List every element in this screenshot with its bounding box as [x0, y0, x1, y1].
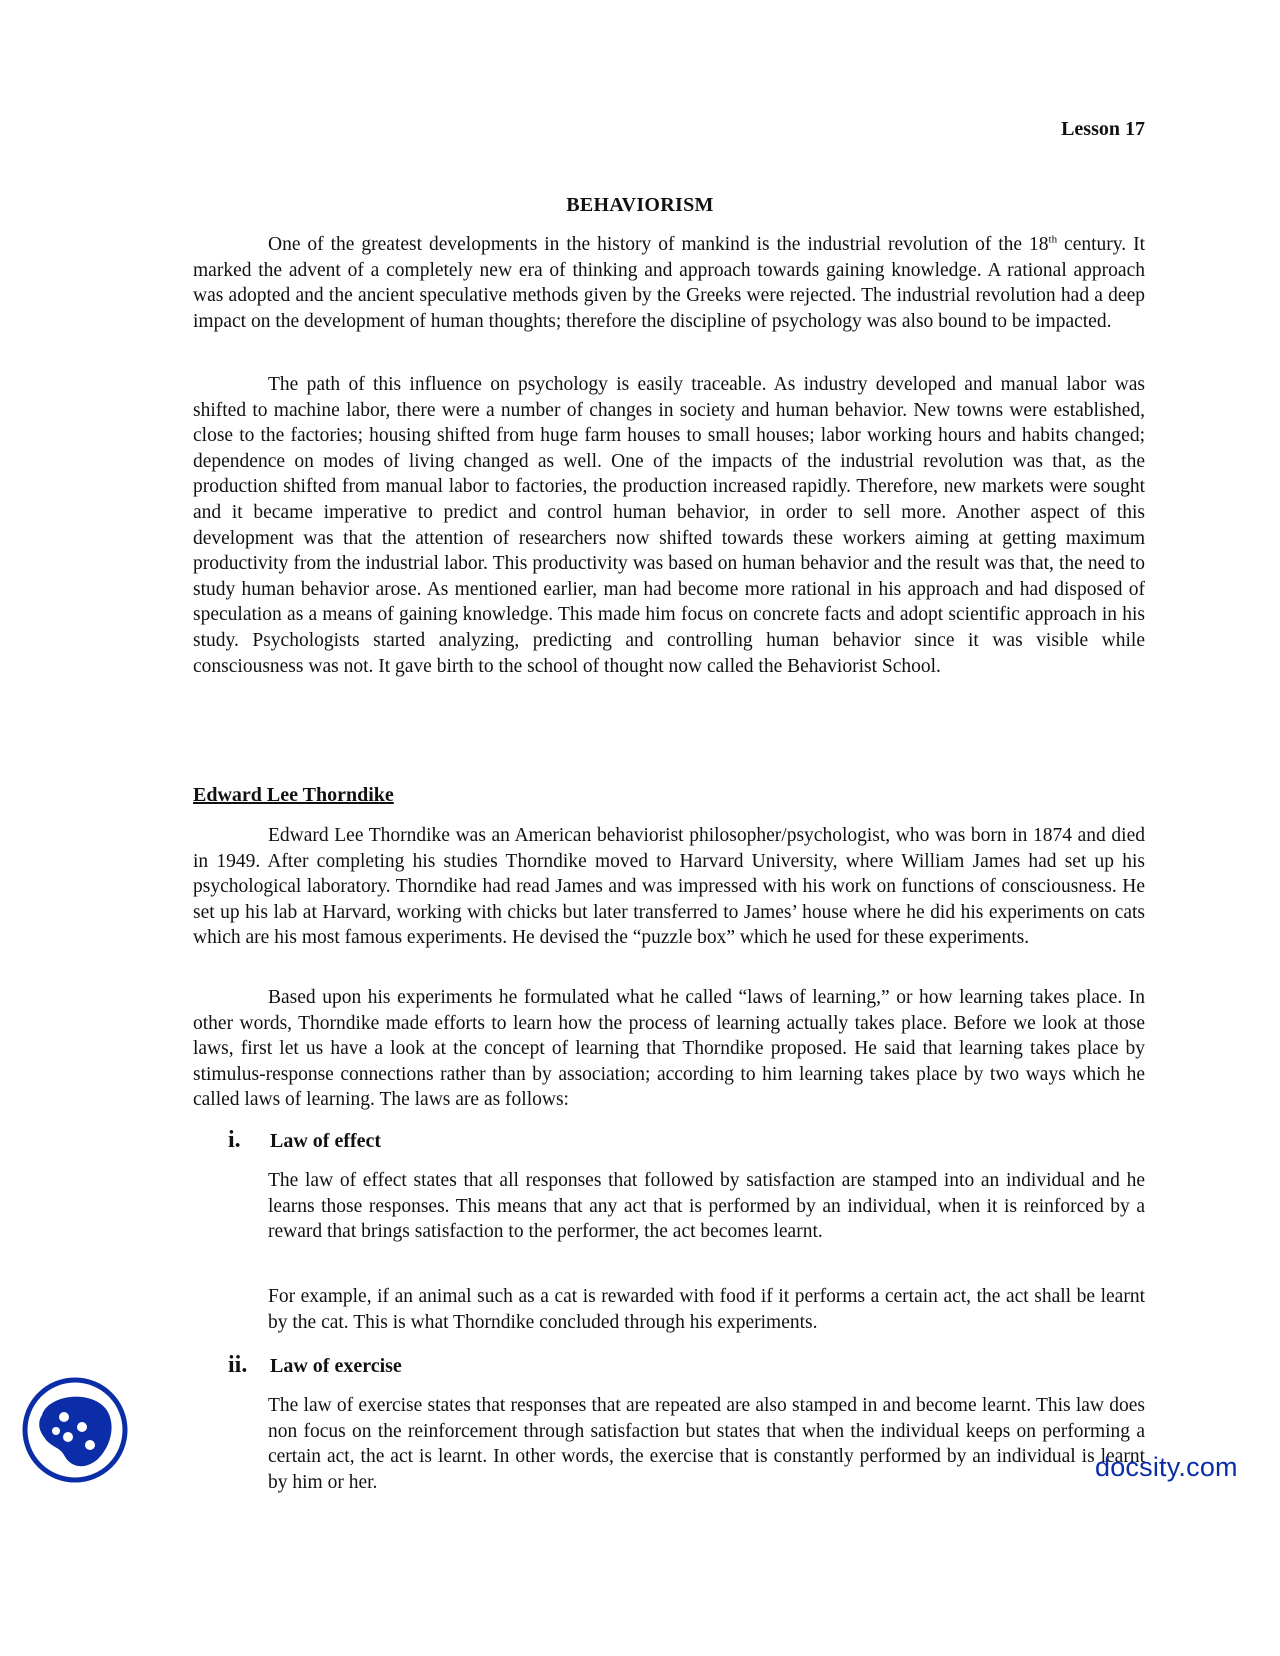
paragraph-laws-intro: Based upon his experiments he formulated what he called “laws of learning,” or how learning takes place. In other words, Thorndike made efforts to learn how the process of learning actually takes place. Before we look at those laws, first let us have a look at the concept of learning that Thorndike proposed. He said that learning takes place by stimulus-response connections rather than by association; according to him learning takes place by two ways which he called laws of learning. The laws are as follows: — [193, 987, 1145, 1111]
law-numeral: i. — [228, 1127, 241, 1153]
ordinal-suffix: th — [1048, 233, 1058, 246]
law-effect-text: The law of effect states that all responses that followed by satisfaction are stamped into an individual and he learns those responses. This means that any act that is performed by an individual, when it is reinforced by a reward that brings satisfaction to the performer, the act becomes learnt. — [268, 1170, 1145, 1243]
paragraph-influence: The path of this influence on psychology is easily traceable. As industry developed and manual labor was shifted to machine labor, there were a number of changes in society and human behavior. New towns were established, close to the factories; housing shifted from huge farm houses to small houses; labor working hours and habits changed; dependence on modes of living changed as well. One of the impacts of the industrial revolution was that, as the production shifted from manual labor to factories, the production increased rapidly. Therefore, new markets were sought and it became imperative to predict and control human behavior, in order to sell more. Another aspect of this development was that the attention of researchers now shifted towards these workers aiming at getting maximum productivity from the industrial labor. This productivity was based on human behavior and the result was that, the need to study human behavior arose. As mentioned earlier, man had become more rational in his approach and had disposed of speculation as a means of gaining knowledge. This made him focus on concrete facts and adopt scientific approach in his study. Psychologists started analyzing, predicting and controlling human behavior since it was visible while consciousness was not. It gave birth to the school of thought now called the Behaviorist School. — [193, 374, 1145, 677]
section-heading-thorndike: Edward Lee Thorndike — [193, 784, 394, 806]
docsity-watermark-text[interactable]: docsity.com — [1095, 1452, 1238, 1482]
law-effect-example: For example, if an animal such as a cat is rewarded with food if it performs a certain act, the act shall be learnt by the cat. This is what Thorndike concluded through his experiments. — [268, 1286, 1145, 1333]
law-title: Law of effect — [270, 1130, 382, 1152]
law-exercise-text: The law of exercise states that responses that are repeated are also stamped in and become learnt. This law does non focus on the reinforcement through satisfaction but states that when the individual keeps on performing a certain act, the act is learnt. In other words, the exercise that is constantly performed by an individual is learnt by him or her. — [268, 1395, 1145, 1493]
paragraph-intro — [193, 232, 1145, 334]
docsity-logo-icon — [20, 1375, 130, 1485]
law-numeral: ii. — [228, 1352, 248, 1378]
law-title: Law of exercise — [270, 1355, 402, 1377]
paragraph-intro-text-a: One of the greatest developments in the history of mankind is the industrial revolution of the 18 — [268, 234, 1049, 255]
law-heading-effect — [228, 1127, 381, 1154]
paragraph-thorndike-bio: Edward Lee Thorndike was an American behaviorist philosopher/psychologist, who was born in 1874 and died in 1949. After completing his studies Thorndike moved to Harvard University, where William James had set up his psychological laboratory. Thorndike had read James and was impressed with his work on functions of consciousness. He set up his lab at Harvard, working with chicks but later transferred to James’ house where he did his experiments on cats which are his most famous experiments. He devised the “puzzle box” which he used for these experiments. — [193, 825, 1145, 949]
document-title: BEHAVIORISM — [566, 194, 714, 216]
law-heading-exercise — [228, 1352, 402, 1379]
lesson-number: Lesson 17 — [1061, 118, 1145, 140]
paragraph-intro-text-b: century. It marked the advent of a completely new era of thinking and approach towards gaining knowledge. A rational approach was adopted and the ancient speculative methods given by the Greeks were rejected. The industrial revolution had a deep impact on the development of human thoughts; therefore the discipline of psychology was also bound to be impacted. — [193, 234, 1146, 332]
